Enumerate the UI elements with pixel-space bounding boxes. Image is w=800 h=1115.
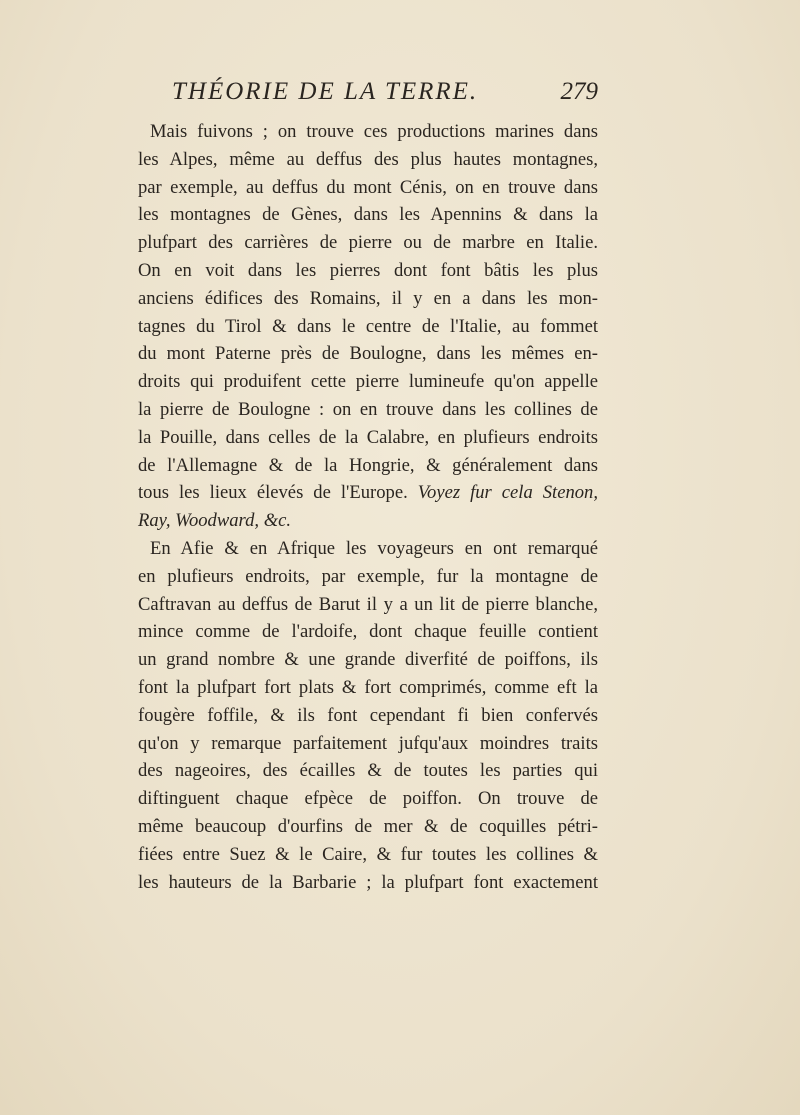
running-title: THÉORIE DE LA TERRE. [172, 78, 479, 105]
text-line: qu'on y remarque parfaitement jufqu'aux moindres traits [138, 732, 598, 754]
text-line: les montagnes de Gènes, dans les Apennins & dans la [138, 204, 598, 226]
reference-italic: Voyez fur cela Stenon, [417, 482, 599, 504]
text-line: On en voit dans les pierres dont font bâtis les plus [138, 259, 598, 281]
text-line: font la plufpart fort plats & fort comprimés, comme eft la [138, 676, 598, 698]
text-line: la Pouille, dans celles de la Calabre, en plufieurs endroits [138, 426, 598, 448]
text-line: fiées entre Suez & le Caire, & fur toutes les collines & [138, 843, 598, 865]
text-line: droits qui produifent cette pierre lumineufe qu'on appelle [138, 371, 598, 393]
text-line: fougère foffile, & ils font cependant fi bien confervés [138, 704, 598, 726]
text-line: En Afie & en Afrique les voyageurs en ont remarqué [150, 537, 598, 559]
text-line: plufpart des carrières de pierre ou de marbre en Italie. [138, 232, 598, 254]
text-line: un grand nombre & une grande diverfité de poiffons, ils [138, 649, 598, 671]
text-line: même beaucoup d'ourfins de mer & de coquilles pétri- [138, 815, 598, 837]
page-number: 279 [560, 78, 598, 105]
text-line: diftinguent chaque efpèce de poiffon. On trouve de [138, 788, 598, 810]
text-line: anciens édifices des Romains, il y en a dans les mon- [138, 287, 598, 309]
text-line: les hauteurs de la Barbarie ; la plufpart font exactement [138, 871, 598, 893]
text-line: mince comme de l'ardoife, dont chaque feuille contient [138, 621, 598, 643]
text-line: du mont Paterne près de Boulogne, dans les mêmes en- [138, 343, 598, 365]
body-text [138, 118, 598, 896]
text-line: les Alpes, même au deffus des plus hautes montagnes, [138, 148, 598, 170]
reference-line: Ray, Woodward, &c. [138, 510, 292, 532]
text-line: en plufieurs endroits, par exemple, fur la montagne de [138, 565, 598, 587]
text-line: Mais fuivons ; on trouve ces productions marines dans [150, 121, 598, 142]
text-line: Caftravan au deffus de Barut il y a un lit de pierre blanche, [138, 593, 598, 615]
text-line: des nageoires, des écailles & de toutes les parties qui [138, 760, 598, 782]
text-line: de l'Allemagne & de la Hongrie, & généralement dans [138, 454, 598, 476]
text-line-end: tous les lieux élevés de l'Europe. [138, 482, 408, 504]
running-head [172, 78, 598, 114]
text-line-with-reference [138, 479, 598, 507]
text-line: la pierre de Boulogne : on en trouve dans les collines de [138, 398, 598, 420]
text-line: par exemple, au deffus du mont Cénis, on en trouve dans [138, 176, 598, 198]
text-line: tagnes du Tirol & dans le centre de l'Italie, au fommet [138, 315, 598, 337]
